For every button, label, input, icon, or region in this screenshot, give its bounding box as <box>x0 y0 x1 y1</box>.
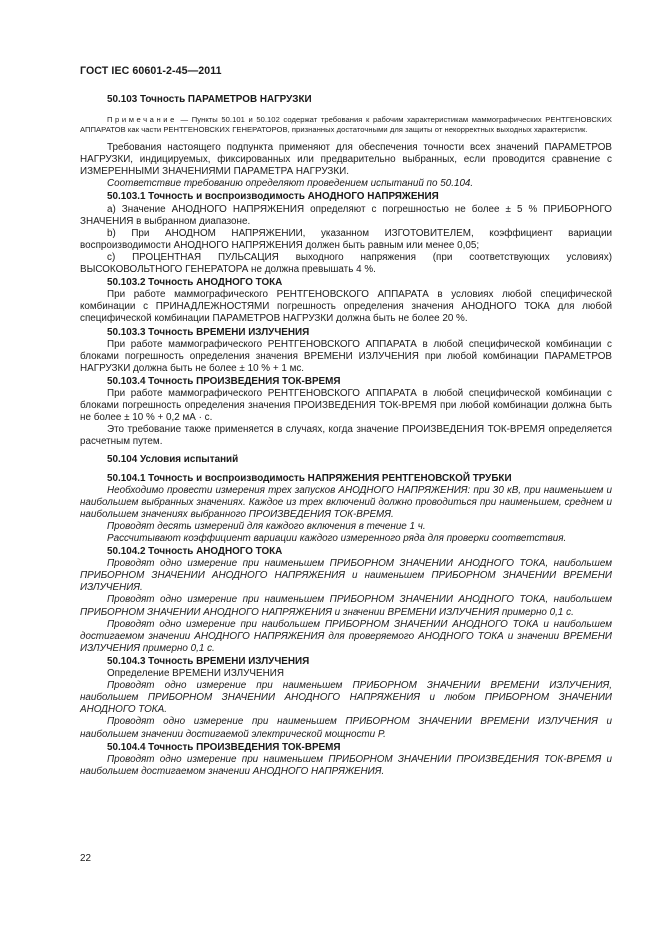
paragraph-50-104-1-b: Проводят десять измерений для каждого включения в течение 1 ч. <box>107 520 426 532</box>
paragraph-item-b: b) При АНОДНОМ НАПРЯЖЕНИИ, указанном ИЗГОТОВИТЕЛЕМ, коэффициент вариации воспроизводимости АНОДНОГО НАПРЯЖЕНИЯ должен быть равным или менее 0,05; <box>80 227 612 251</box>
section-heading-50-103-2: 50.103.2 Точность АНОДНОГО ТОКА <box>107 277 283 289</box>
section-heading-50-104: 50.104 Условия испытаний <box>107 454 239 466</box>
paragraph-50-104-3-definition: Определение ВРЕМЕНИ ИЗЛУЧЕНИЯ <box>107 668 284 680</box>
section-heading-50-103: 50.103 Точность ПАРАМЕТРОВ НАГРУЗКИ <box>107 94 312 105</box>
paragraph-50-104-2-b: Проводят одно измерение при наименьшем ПРИБОРНОМ ЗНАЧЕНИИ АНОДНОГО ТОКА, наибольшем ПРИБОРНОМ ЗНАЧЕНИИ АНОДНОГО НАПРЯЖЕНИЯ и значении ВРЕМЕНИ ИЗЛУЧЕНИЯ примерно 0,1 с. <box>80 594 612 618</box>
note-label: Примечание <box>107 115 177 125</box>
note-paragraph <box>80 115 612 135</box>
paragraph-50-104-2-a: Проводят одно измерение при наименьшем ПРИБОРНОМ ЗНАЧЕНИИ АНОДНОГО ТОКА, наибольшем ПРИБОРНОМ ЗНАЧЕНИИ АНОДНОГО НАПРЯЖЕНИЯ и наименьшем ПРИБОРНОМ ЗНАЧЕНИИ ВРЕМЕНИ ИЗЛУЧЕНИЯ. <box>80 558 612 594</box>
paragraph-50-104-2-c: Проводят одно измерение при наибольшем ПРИБОРНОМ ЗНАЧЕНИИ АНОДНОГО ТОКА и наибольшем достигаемом значении АНОДНОГО НАПРЯЖЕНИЯ для проверяемого АНОДНОГО ТОКА и значении ВРЕМЕНИ ИЗЛУЧЕНИЯ примерно 0,1 с. <box>80 618 612 654</box>
paragraph-50-104-4-a: Проводят одно измерение при наименьшем ПРИБОРНОМ ЗНАЧЕНИИ ПРОИЗВЕДЕНИЯ ТОК-ВРЕМЯ и наибольшем достигаемом значении АНОДНОГО НАПРЯЖЕНИЯ. <box>80 753 612 777</box>
paragraph-50-104-1-a: Необходимо провести измерения трех запусков АНОДНОГО НАПРЯЖЕНИЯ: при 30 кВ, при наименьшем и наибольшем выбранных значениях. Каждое из трех включений должно проводиться при наименьшем, среднем и наибольшем значениях выбранного ПРОИЗВЕДЕНИЯ ТОК-ВРЕМЯ. <box>80 484 612 520</box>
section-heading-50-103-1: 50.103.1 Точность и воспроизводимость АНОДНОГО НАПРЯЖЕНИЯ <box>107 191 439 203</box>
note-text: — Пункты 50.101 и 50.102 содержат требования к рабочим характеристикам маммографических РЕНТГЕНОВСКИХ АППАРАТОВ как части РЕНТГЕНОВСКИХ ГЕНЕРАТОРОВ, признанных достаточными для защиты от некорректных выходных характеристик. <box>80 115 612 135</box>
paragraph-item-c: с) ПРОЦЕНТНАЯ ПУЛЬСАЦИЯ выходного напряжения (при соответствующих условиях) ВЫСОКОВОЛЬТНОГО ГЕНЕРАТОРА не должна превышать 4 %. <box>80 251 612 276</box>
page-number: 22 <box>80 853 91 864</box>
document-body <box>80 94 612 778</box>
paragraph-irradiation-time: При работе маммографического РЕНТГЕНОВСКОГО АППАРАТА в любой специфической комбинации с блоками погрешность определения значения ВРЕМЕНИ ИЗЛУЧЕНИЯ при любой комбинации ПАРАМЕТРОВ НАГРУЗКИ должна быть не более ± 10 % + 1 мс. <box>80 338 612 374</box>
paragraph-compliance: Соответствие требованию определяют проведением испытаний по 50.104. <box>107 178 474 190</box>
section-heading-50-104-4: 50.104.4 Точность ПРОИЗВЕДЕНИЯ ТОК-ВРЕМЯ <box>107 741 341 753</box>
section-heading-50-104-2: 50.104.2 Точность АНОДНОГО ТОКА <box>107 546 283 558</box>
section-heading-50-104-1: 50.104.1 Точность и воспроизводимость НАПРЯЖЕНИЯ РЕНТГЕНОВСКОЙ ТРУБКИ <box>107 472 512 484</box>
paragraph-current-time-product: При работе маммографического РЕНТГЕНОВСКОГО АППАРАТА в любой специфической комбинации с блоками погрешность определения значения ПРОИЗВЕДЕНИЯ ТОК-ВРЕМЯ при любой комбинации должна быть не более ± 10 % + 0,2 мА · с. <box>80 387 612 424</box>
section-heading-50-103-4: 50.103.4 Точность ПРОИЗВЕДЕНИЯ ТОК-ВРЕМЯ <box>107 375 341 387</box>
paragraph-anode-current: При работе маммографического РЕНТГЕНОВСКОГО АППАРАТА в условиях любой специфической комбинации с ПРИНАДЛЕЖНОСТЯМИ погрешность определения значения АНОДНОГО ТОКА для любой специфической комбинации ПАРАМЕТРОВ НАГРУЗКИ должна быть не более 20 %. <box>80 289 612 325</box>
section-heading-50-104-3: 50.104.3 Точность ВРЕМЕНИ ИЗЛУЧЕНИЯ <box>107 655 310 667</box>
paragraph-requirements: Требования настоящего подпункта применяют для обеспечения точности всех значений ПАРАМЕТРОВ НАГРУЗКИ, индицируемых, фиксированных или предварительно выбранных, если проводится сравнение с ИЗМЕРЕННЫМИ ЗНАЧЕНИЯМИ ПАРАМЕТРА НАГРУЗКИ. <box>80 142 612 178</box>
paragraph-calculated: Это требование также применяется в случаях, когда значение ПРОИЗВЕДЕНИЯ ТОК-ВРЕМЯ определяется расчетным путем. <box>80 424 612 448</box>
standard-header: ГОСТ IEC 60601-2-45—2011 <box>80 65 222 77</box>
paragraph-50-104-3-a: Проводят одно измерение при наименьшем ПРИБОРНОМ ЗНАЧЕНИИ ВРЕМЕНИ ИЗЛУЧЕНИЯ, наибольшем ПРИБОРНОМ ЗНАЧЕНИИ АНОДНОГО НАПРЯЖЕНИЯ и любом ПРИБОРНОМ ЗНАЧЕНИИ АНОДНОГО ТОКА. <box>80 680 612 716</box>
paragraph-item-a: а) Значение АНОДНОГО НАПРЯЖЕНИЯ определяют с погрешностью не более ± 5 % ПРИБОРНОГО ЗНАЧЕНИЯ в выбранном диапазоне. <box>80 203 612 227</box>
section-heading-50-103-3: 50.103.3 Точность ВРЕМЕНИ ИЗЛУЧЕНИЯ <box>107 326 310 338</box>
paragraph-50-104-3-b: Проводят одно измерение при наименьшем ПРИБОРНОМ ЗНАЧЕНИИ ВРЕМЕНИ ИЗЛУЧЕНИЯ и наибольшем значении достигаемой электрической мощности P. <box>80 716 612 740</box>
paragraph-50-104-1-c: Рассчитывают коэффициент вариации каждого измеренного ряда для проверки соответствия. <box>107 533 567 544</box>
